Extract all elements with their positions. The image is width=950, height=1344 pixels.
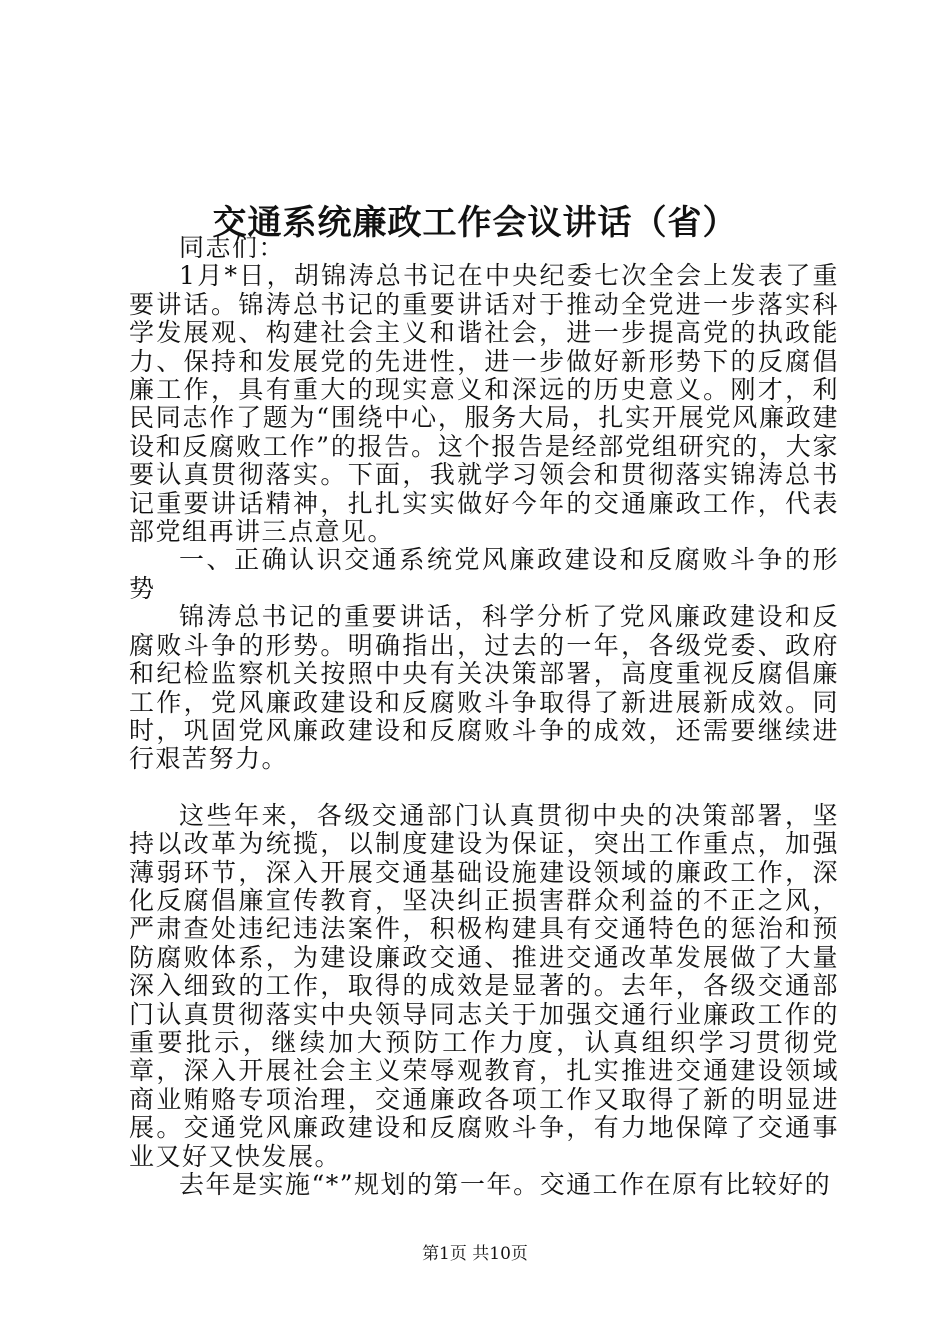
section-heading: 一、正确认识交通系统党风廉政建设和反腐败斗争的形势 xyxy=(129,545,839,603)
salutation-paragraph: 同志们： xyxy=(179,233,286,262)
body-paragraph: 1月*日，胡锦涛总书记在中央纪委七次全会上发表了重要讲话。锦涛总书记的重要讲话对于推动全党进一步落实科学发展观、构建社会主义和谐社会，进一步提高党的执政能力、保持和发展党的先进性，进一步做好新形势下的反腐倡廉工作，具有重大的现实意义和深远的历史意义。刚才，利民同志作了题为“围绕中心，服务大局，扎实开展党风廉政建设和反腐败工作”的报告。这个报告是经部党组研究的，大家要认真贯彻落实。下面，我就学习领会和贯彻落实锦涛总书记重要讲话精神，扎扎实实做好今年的交通廉政工作，代表部党组再讲三点意见。 xyxy=(129,261,839,547)
document-title: 交通系统廉政工作会议讲话（省） xyxy=(212,202,738,243)
body-paragraph: 锦涛总书记的重要讲话，科学分析了党风廉政建设和反腐败斗争的形势。明确指出，过去的一年，各级党委、政府和纪检监察机关按照中央有关决策部署，高度重视反腐倡廉工作，党风廉政建设和反腐败斗争取得了新进展新成效。同时，巩固党风廉政建设和反腐败斗争的成效，还需要继续进行艰苦努力。 xyxy=(129,602,839,774)
body-paragraph: 去年是实施“*”规划的第一年。交通工作在原有比较好的 xyxy=(179,1170,832,1199)
page-number-footer: 第1页 共10页 xyxy=(422,1244,528,1264)
body-paragraph: 这些年来，各级交通部门认真贯彻中央的决策部署，坚持以改革为统揽，以制度建设为保证，突出工作重点，加强薄弱环节，深入开展交通基础设施建设领域的廉政工作，深化反腐倡廉宣传教育，坚决纠正损害群众利益的不正之风，严肃查处违纪违法案件，积极构建具有交通特色的惩治和预防腐败体系，为建设廉政交通、推进交通改革发展做了大量深入细致的工作，取得的成效是显著的。去年，各级交通部门认真贯彻落实中央领导同志关于加强交通行业廉政工作的重要批示，继续加大预防工作力度，认真组织学习贯彻党章，深入开展社会主义荣辱观教育，扎实推进交通建设领域商业贿赂专项治理，交通廉政各项工作又取得了新的明显进展。交通党风廉政建设和反腐败斗争，有力地保障了交通事业又好又快发展。 xyxy=(129,800,839,1171)
document-body xyxy=(129,234,839,1199)
